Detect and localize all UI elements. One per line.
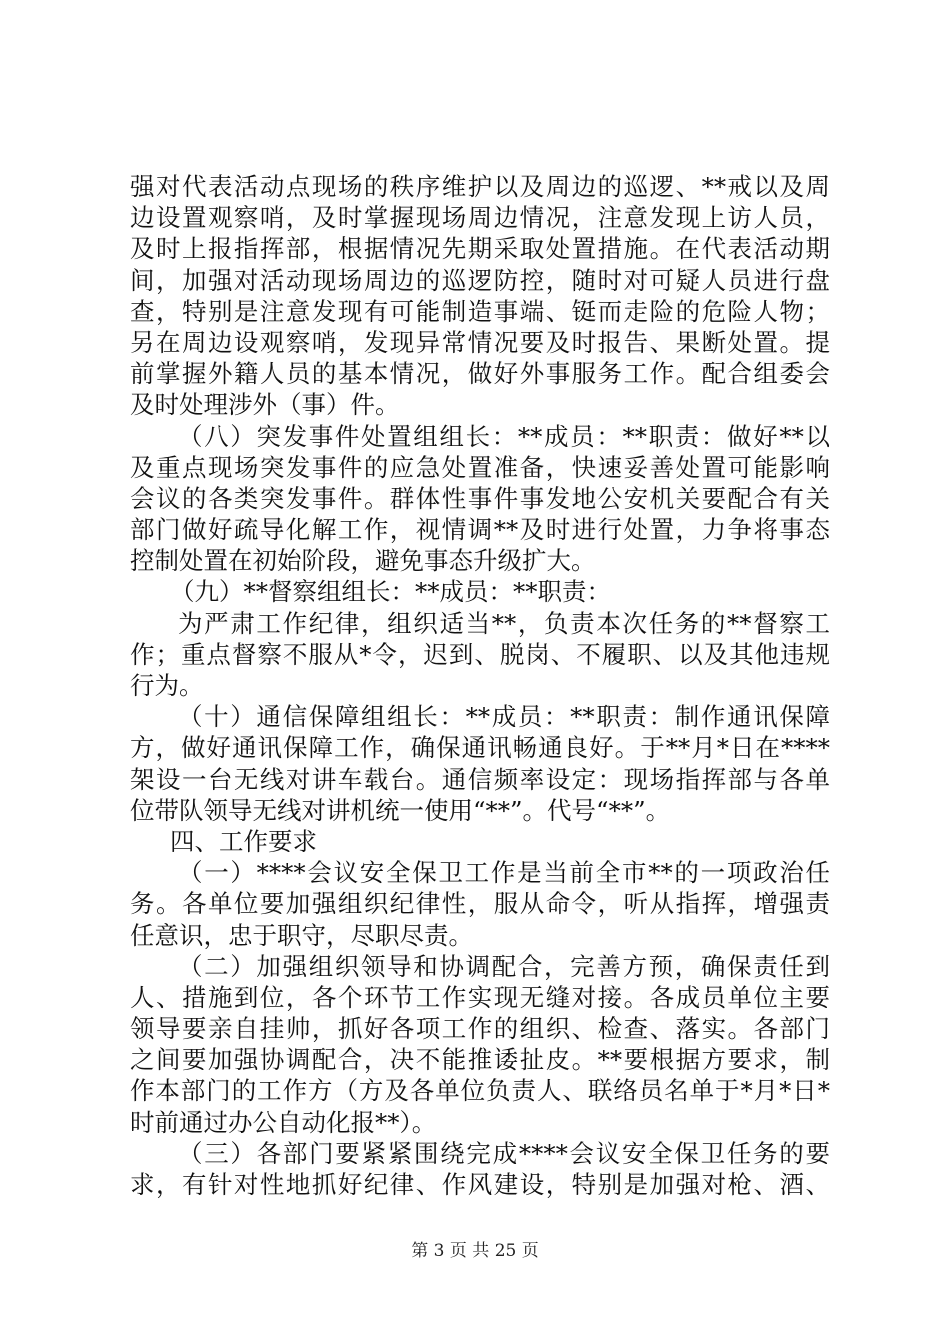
text-line: 四、工作要求 bbox=[170, 826, 317, 856]
text-line: 间，加强对活动现场周边的巡逻防控，随时对可疑人员进行盘 bbox=[130, 265, 830, 295]
text-line: 之间要加强协调配合，决不能推诿扯皮。**要根据方要求，制 bbox=[130, 1045, 830, 1075]
text-line: 会议的各类突发事件。群体性事件事发地公安机关要配合有关 bbox=[130, 483, 830, 513]
text-line: 求，有针对性地抓好纪律、作风建设，特别是加强对枪、酒、 bbox=[130, 1170, 830, 1199]
text-line: 人、措施到位，各个环节工作实现无缝对接。各成员单位主要 bbox=[130, 982, 830, 1012]
text-line: 边设置观察哨，及时掌握现场周边情况，注意发现上访人员， bbox=[130, 203, 830, 233]
text-line: （十）通信保障组组长：**成员：**职责：制作通讯保障 bbox=[178, 702, 830, 732]
text-line: 作；重点督察不服从*令，迟到、脱岗、不履职、以及其他违规 bbox=[130, 639, 830, 669]
text-line: 任意识，忠于职守，尽职尽责。 bbox=[130, 920, 473, 950]
text-line: 控制处置在初始阶段，避免事态升级扩大。 bbox=[130, 546, 596, 576]
text-line: 时前通过办公自动化报**）。 bbox=[130, 1107, 437, 1137]
text-line: 位带队领导无线对讲机统一使用“**”。代号“**”。 bbox=[130, 795, 671, 825]
text-line: 查，特别是注意发现有可能制造事端、铤而走险的危险人物； bbox=[130, 296, 830, 326]
text-line: 及时上报指挥部，根据情况先期采取处置措施。在代表活动期 bbox=[130, 234, 830, 264]
text-line: 及重点现场突发事件的应急处置准备，快速妥善处置可能影响 bbox=[130, 452, 830, 482]
text-line: 部门做好疏导化解工作，视情调**及时进行处置，力争将事态 bbox=[130, 515, 830, 545]
text-line: 另在周边设观察哨，发现异常情况要及时报告、果断处置。提 bbox=[130, 327, 830, 357]
text-line: 架设一台无线对讲车载台。通信频率设定：现场指挥部与各单 bbox=[130, 764, 830, 794]
document-body bbox=[130, 171, 830, 1200]
text-line: （二）加强组织领导和协调配合，完善方预，确保责任到 bbox=[178, 951, 830, 981]
text-line: （八）突发事件处置组组长：**成员：**职责：做好**以 bbox=[178, 421, 830, 451]
text-line: （九）**督察组组长：**成员：**职责： bbox=[170, 577, 611, 607]
text-line: 强对代表活动点现场的秩序维护以及周边的巡逻、**戒以及周 bbox=[130, 172, 830, 201]
text-line: 前掌握外籍人员的基本情况，做好外事服务工作。配合组委会 bbox=[130, 359, 830, 389]
text-line: 行为。 bbox=[130, 671, 204, 700]
text-line: 领导要亲自挂帅，抓好各项工作的组织、检查、落实。各部门 bbox=[130, 1014, 830, 1044]
text-line: 作本部门的工作方（方及各单位负责人、联络员名单于*月*日* bbox=[130, 1076, 830, 1106]
text-line: （三）各部门要紧紧围绕完成****会议安全保卫任务的要 bbox=[178, 1138, 830, 1168]
text-line: 为严肃工作纪律，组织适当**，负责本次任务的**督察工 bbox=[178, 608, 830, 638]
text-line: 方，做好通讯保障工作，确保通讯畅通良好。于**月*日在**** bbox=[130, 733, 830, 763]
text-line: （一）****会议安全保卫工作是当前全市**的一项政治任 bbox=[178, 858, 830, 888]
text-line: 务。各单位要加强组织纪律性，服从命令，听从指挥，增强责 bbox=[130, 889, 830, 919]
text-line: 及时处理涉外（事）件。 bbox=[130, 390, 400, 420]
page-footer: 第 3 页 共 25 页 bbox=[411, 1241, 539, 1261]
